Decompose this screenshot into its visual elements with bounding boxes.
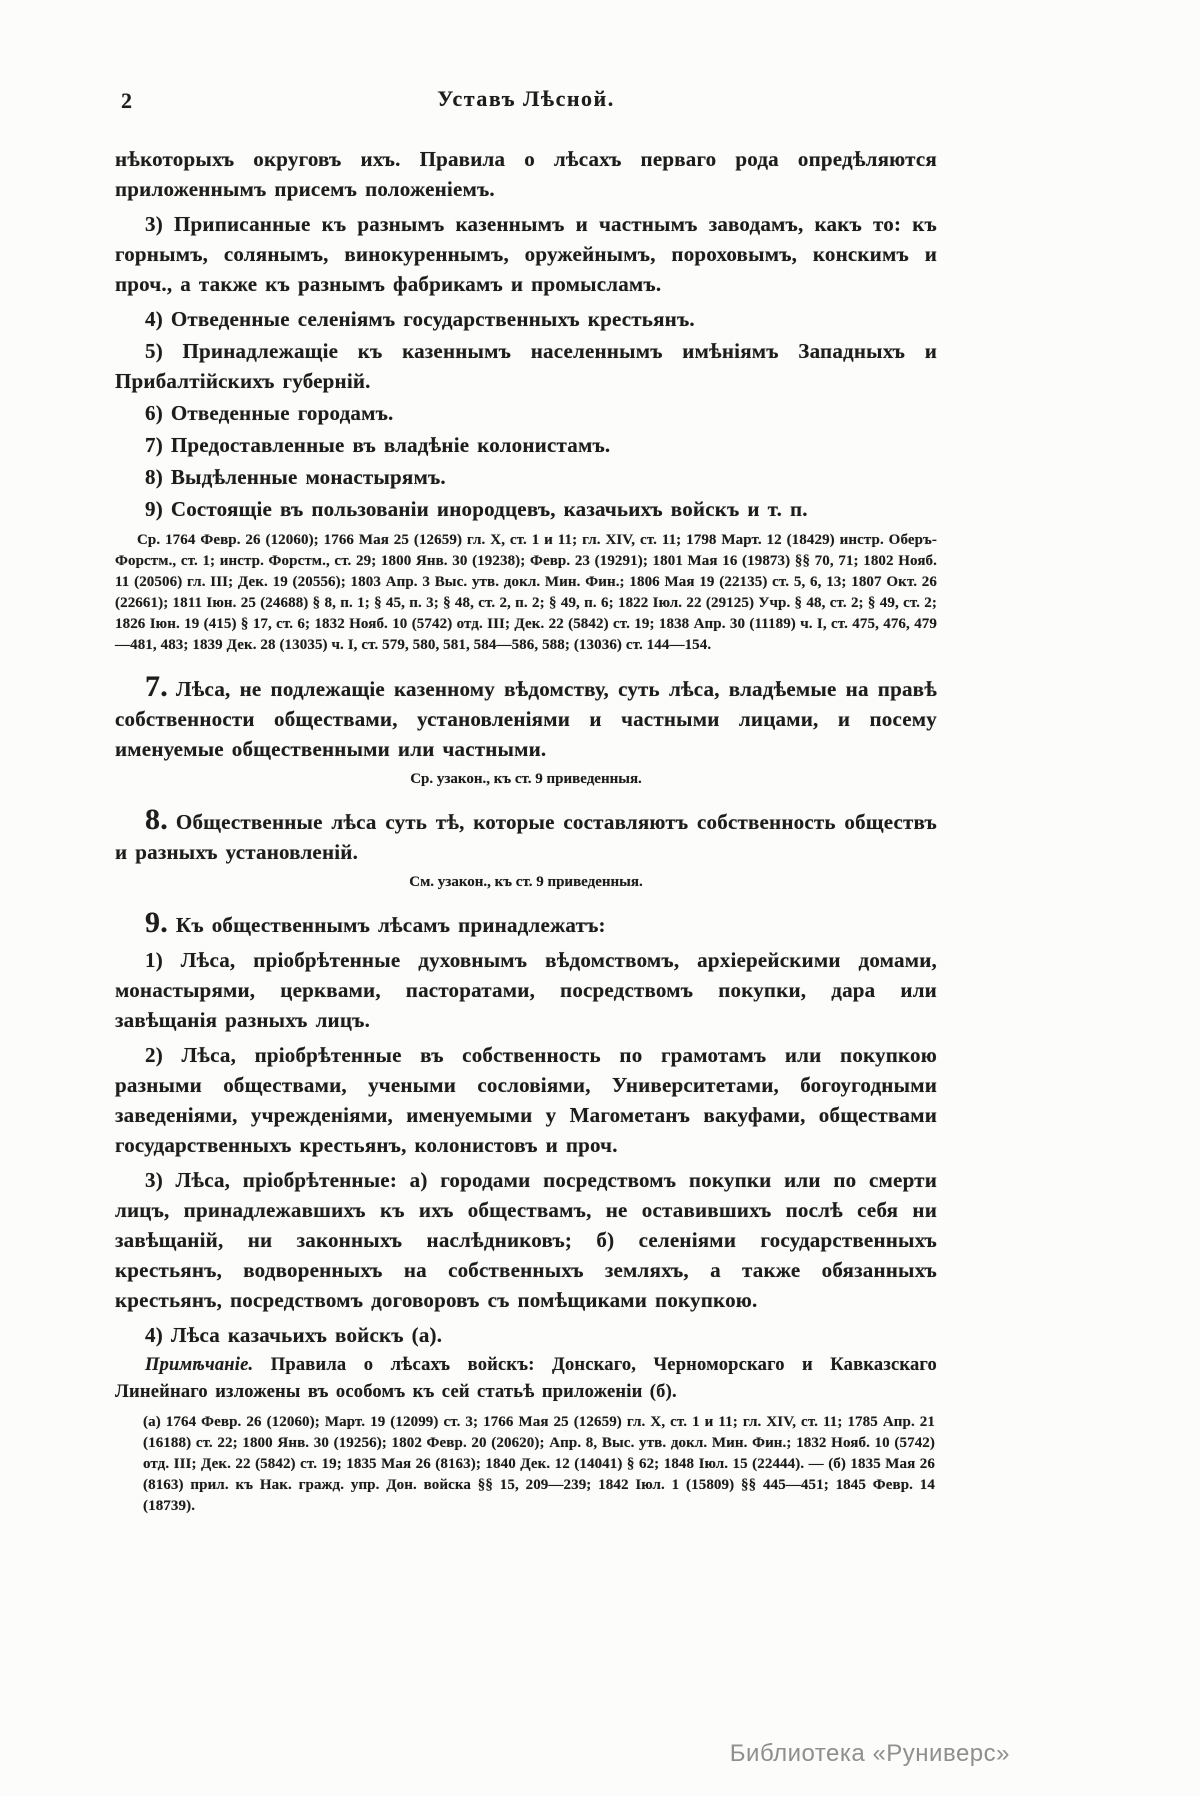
list-item-6: 6) Отведенные городамъ. <box>145 401 394 425</box>
section-8 <box>115 805 937 867</box>
page-number: 2 <box>121 88 132 113</box>
section-8-reference: См. узакон., къ ст. 9 приведенныя. <box>409 874 643 890</box>
statute-citation-block-1: Ср. 1764 Февр. 26 (12060); 1766 Мая 25 (12659) гл. X, ст. 1 и 11; гл. XIV, ст. 11; 1798 Март. 12 (18429) инстр. Оберъ-Форстм., ст. 1; инстр. Форстм., ст. 29; 1800 Янв. 30 (19238); Февр. 23 (19291); 1801 Мая 16 (19873) §§ 70, 71; 1802 Нояб. 11 (20506) гл. III; Дек. 19 (20556); 1803 Апр. 3 Выс. утв. докл. Мин. Фин.; 1806 Мая 19 (22135) ст. 5, 6, 13; 1807 Окт. 26 (22661); 1811 Іюн. 25 (24688) § 8, п. 1; § 45, п. 3; § 48, ст. 2, п. 2; § 49, п. 6; 1822 Іюл. 22 (29125) Учр. § 48, ст. 2; § 49, ст. 2; 1826 Іюн. 19 (415) § 17, ст. 6; 1832 Нояб. 10 (5742) отд. III; Дек. 22 (5842) ст. 19; 1838 Апр. 30 (11189) ч. I, ст. 475, 476, 479—481, 483; 1839 Дек. 28 (13035) ч. I, ст. 579, 580, 581, 584—586, 588; (13036) ст. 144—154. <box>115 532 937 653</box>
list-item-7: 7) Предоставленные въ владѣніе колонистамъ. <box>145 433 611 457</box>
library-watermark: Библиотека «Руниверс» <box>729 1740 1010 1767</box>
section-9-item-1: 1) Лѣса, пріобрѣтенные духовнымъ вѣдомствомъ, архіерейскими домами, монастырями, церквами, пасторатами, посредствомъ покупки, дара или завѣщанія разныхъ лицъ. <box>115 948 937 1032</box>
page-header <box>115 86 937 120</box>
list-item-3: 3) Приписанные къ разнымъ казеннымъ и частнымъ заводамъ, какъ то: къ горнымъ, солянымъ, винокуреннымъ, оружейнымъ, пороховымъ, конскимъ и проч., а также къ разнымъ фабрикамъ и промысламъ. <box>115 212 937 296</box>
statute-citation-block-2: (а) 1764 Февр. 26 (12060); Март. 19 (12099) ст. 3; 1766 Мая 25 (12659) гл. X, ст. 1 и 11; гл. XIV, ст. 11; 1785 Апр. 21 (16188) ст. 22; 1800 Янв. 30 (19256); 1802 Февр. 20 (20620); Апр. 8, Выс. утв. докл. Мин. Фин.; 1832 Нояб. 10 (5742) отд. III; Дек. 22 (5842) ст. 19; 1835 Мая 26 (8163); 1840 Дек. 12 (14041) § 62; 1848 Іюл. 15 (22444). — (б) 1835 Мая 26 (8163) прил. къ Нак. гражд. упр. Дон. войска §§ 15, 209—239; 1842 Іюл. 1 (15809) §§ 445—451; 1845 Февр. 14 (18739). <box>143 1414 935 1514</box>
list-item-9: 9) Состоящіе въ пользованіи инородцевъ, казачьихъ войскъ и т. п. <box>145 497 808 521</box>
list-item-5: 5) Принадлежащіе къ казеннымъ населеннымъ имѣніямъ Западныхъ и Прибалтійскихъ губерній. <box>115 339 937 393</box>
section-9 <box>115 908 937 940</box>
section-9-item-2: 2) Лѣса, пріобрѣтенные въ собственность по грамотамъ или покупкою разными обществами, учеными сословіями, Университетами, богоугодными заведеніями, учрежденіями, именуемыми у Магометанъ вакуфами, обществами государственныхъ крестьянъ, колонистовъ и проч. <box>115 1043 937 1157</box>
note-label: Примѣчаніе. <box>145 1355 254 1375</box>
section-9-item-3: 3) Лѣса, пріобрѣтенные: а) городами посредствомъ покупки или по смерти лицъ, принадлежавшихъ къ ихъ обществамъ, не оставившихъ послѣ себя ни завѣщаній, ни законныхъ наслѣдниковъ; б) селеніями государственныхъ крестьянъ, водворенныхъ на собственныхъ земляхъ, а также обязанныхъ крестьянъ, посредствомъ договоровъ съ помѣщиками покупкою. <box>115 1168 937 1312</box>
section-8-number: 8. <box>145 803 168 836</box>
paragraph-intro: нѣкоторыхъ округовъ ихъ. Правила о лѣсахъ перваго рода опредѣляются приложеннымъ присемъ положеніемъ. <box>115 147 937 201</box>
page-title: Уставъ Лѣсной. <box>437 86 615 111</box>
section-7-reference: Ср. узакон., къ ст. 9 приведенныя. <box>410 771 642 787</box>
text-column <box>115 86 937 1527</box>
list-item-4: 4) Отведенные селеніямъ государственныхъ крестьянъ. <box>145 307 695 331</box>
section-8-text: Общественные лѣса суть тѣ, которые составляютъ собственность обществъ и разныхъ установленій. <box>115 810 937 864</box>
section-9-number: 9. <box>145 906 168 939</box>
note-paragraph <box>115 1352 937 1406</box>
section-9-item-4: 4) Лѣса казачьихъ войскъ (а). <box>145 1323 443 1347</box>
section-9-text: Къ общественнымъ лѣсамъ принадлежатъ: <box>175 913 606 937</box>
section-7-text: Лѣса, не подлежащіе казенному вѣдомству, суть лѣса, владѣемые на правѣ собственности обществами, установленіями и частными лицами, и посему именуемые общественными или частными. <box>115 677 937 761</box>
list-item-8: 8) Выдѣленные монастырямъ. <box>145 465 446 489</box>
note-text: Правила о лѣсахъ войскъ: Донскаго, Черноморскаго и Кавказскаго Линейнаго изложены въ особомъ къ сей статьѣ приложеніи (б). <box>115 1355 937 1402</box>
section-7 <box>115 672 937 764</box>
section-7-number: 7. <box>145 670 168 703</box>
